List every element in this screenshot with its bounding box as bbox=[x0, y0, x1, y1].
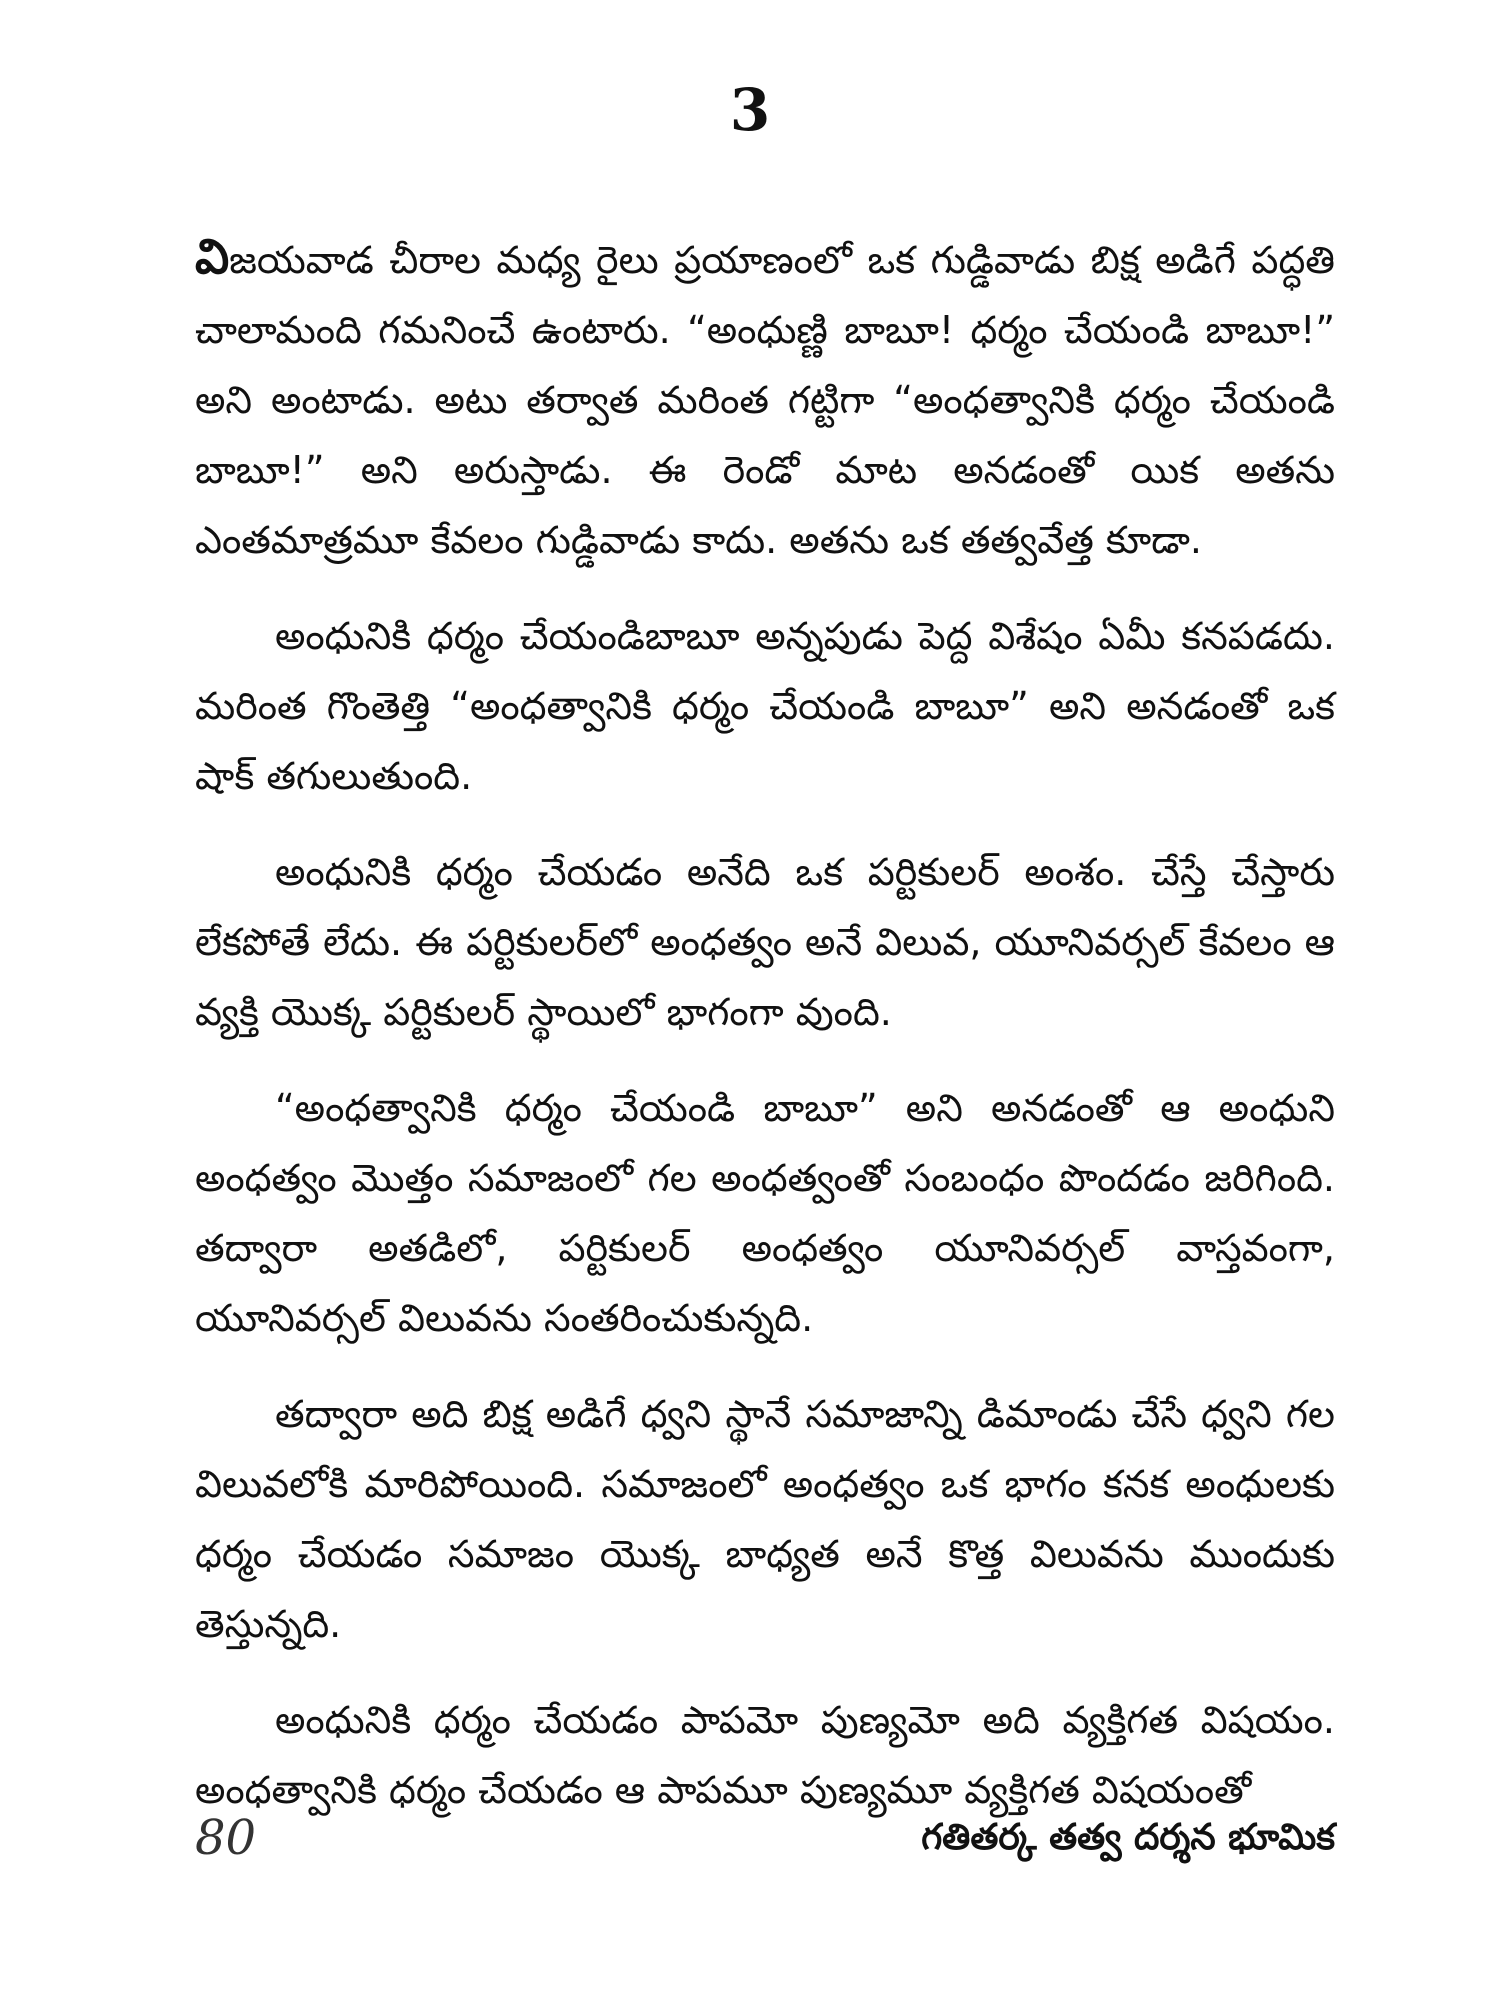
paragraph-1-text: జయవాడ చీరాల మధ్య రైలు ప్రయాణంలో ఒక గుడ్డివాడు బిక్ష అడిగే పద్ధతి చాలామంది గమనించే ఉంటారు. “అంధుణ్ణి బాబూ! ధర్మం చేయండి బాబూ!” అని అంటాడు. అటు తర్వాత మరింత గట్టిగా “అంధత్వానికి ధర్మం చేయండి బాబూ!” అని అరుస్తాడు. ఈ రెండో మాట అనడంతో యిక అతను ఎంతమాత్రమూ కేవలం గుడ్డివాడు కాదు. అతను ఒక తత్వవేత్త కూడా. bbox=[195, 238, 1335, 562]
paragraph-5: తద్వారా అది బిక్ష అడిగే ధ్వని స్థానే సమాజాన్ని డిమాండు చేసే ధ్వని గల విలువలోకి మారిపోయింది. సమాజంలో అంధత్వం ఒక భాగం కనక అంధులకు ధర్మం చేయడం సమాజం యొక్క బాధ్యత అనే కొత్త విలువను ముందుకు తెస్తున్నది. bbox=[195, 1392, 1335, 1646]
paragraph-3: అంధునికి ధర్మం చేయడం అనేది ఒక పర్టికులర్ అంశం. చేస్తే చేస్తారు లేకపోతే లేదు. ఈ పర్టికులర్‌లో అంధత్వం అనే విలువ, యూనివర్సల్ కేవలం ఆ వ్యక్తి యొక్క పర్టికులర్ స్థాయిలో భాగంగా వుంది. bbox=[195, 850, 1335, 1034]
chapter-number: 3 bbox=[729, 76, 771, 144]
paragraph-2: అంధునికి ధర్మం చేయండిబాబూ అన్నపుడు పెద్ద విశేషం ఏమీ కనపడదు. మరింత గొంతెత్తి “అంధత్వానికి ధర్మం చేయండి బాబూ” అని అనడంతో ఒక షాక్ తగులుతుంది. bbox=[195, 614, 1335, 798]
book-title: గతితర్క తత్వ దర్శన భూమిక bbox=[921, 1817, 1335, 1858]
paragraph-6: అంధునికి ధర్మం చేయడం పాపమో పుణ్యమో అది వ్యక్తిగత విషయం. అంధత్వానికి ధర్మం చేయడం ఆ పాపమూ పుణ్యమూ వ్యక్తిగత విషయంతో bbox=[195, 1698, 1335, 1812]
page-number: 80 bbox=[195, 1810, 257, 1866]
paragraph-1 bbox=[195, 222, 1335, 575]
chapter-body bbox=[195, 222, 1335, 1825]
paragraph-4: “అంధత్వానికి ధర్మం చేయండి బాబూ” అని అనడంతో ఆ అంధుని అంధత్వం మొత్తం సమాజంలో గల అంధత్వంతో సంబంధం పొందడం జరిగింది. తద్వారా అతడిలో, పర్టికులర్ అంధత్వం యూనివర్సల్ వాస్తవంగా, యూనివర్సల్ విలువను సంతరించుకున్నది. bbox=[195, 1086, 1335, 1340]
dropcap: వి bbox=[195, 229, 230, 285]
